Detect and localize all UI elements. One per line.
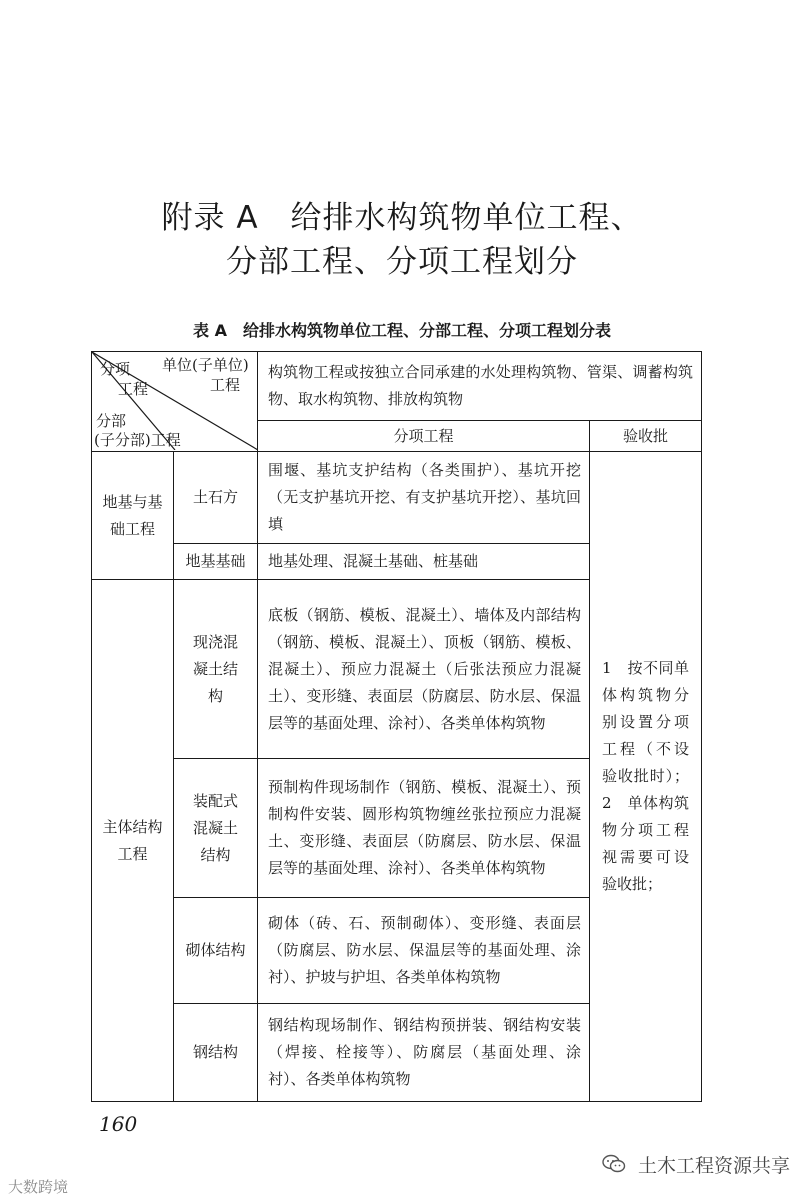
items-cell: 砌体（砖、石、预制砌体）、变形缝、表面层（防腐层、防水层、保温层等的基面处理、涂衬）、护坡与护坦、各类单体构筑物 [258, 898, 590, 1004]
group-name: 主体结构工程 [92, 580, 174, 1102]
sub-name: 装配式混凝土结构 [174, 759, 258, 898]
items-cell: 围堰、基坑支护结构（各类围护）、基坑开挖（无支护基坑开挖、有支护基坑开挖）、基坑回填 [258, 452, 590, 544]
header-fenbu-label-1: 分部 [96, 412, 127, 430]
items-cell: 底板（钢筋、模板、混凝土）、墙体及内部结构（钢筋、模板、混凝土）、顶板（钢筋、模板、混凝土）、预应力混凝土（后张法预应力混凝土）、变形缝、表面层（防腐层、防水层、保温层等的基面处理、涂衬）、各类单体构筑物 [258, 580, 590, 759]
division-table [91, 351, 702, 1102]
watermark-right-text: 土木工程资源共享 [637, 1155, 790, 1177]
sub-name: 土石方 [174, 452, 258, 544]
group-name: 地基与基础工程 [92, 452, 174, 580]
items-cell: 地基处理、混凝土基础、桩基础 [258, 544, 590, 580]
header-fenbu-label-2: (子分部)工程 [94, 431, 181, 449]
table-caption: 表 A 给排水构筑物单位工程、分部工程、分项工程划分表 [193, 321, 611, 340]
sub-name: 地基基础 [174, 544, 258, 580]
watermark-left [8, 1176, 68, 1197]
appendix-title-line2: 分部工程、分项工程划分 [226, 244, 578, 280]
diagonal-header-cell [92, 352, 258, 452]
sub-name: 钢结构 [174, 1004, 258, 1102]
watermark-right [602, 1151, 790, 1179]
items-cell: 预制构件现场制作（钢筋、模板、混凝土）、预制构件安装、圆形构筑物缠丝张拉预应力混凝土、变形缝、表面层（防腐层、防水层、保温层等的基面处理、涂衬）、各类单体构筑物 [258, 759, 590, 898]
unit-description: 构筑物工程或按独立合同承建的水处理构筑物、管渠、调蓄构筑物、取水构筑物、排放构筑物 [258, 352, 702, 421]
sub-name: 砌体结构 [174, 898, 258, 1004]
col-header-yanshou: 验收批 [590, 421, 702, 452]
col-header-fenxiang: 分项工程 [258, 421, 590, 452]
header-danwei-label-2: 工程 [210, 376, 241, 394]
header-row-1 [92, 352, 702, 421]
table-row [92, 452, 702, 544]
sub-name: 现浇混凝土结构 [174, 580, 258, 759]
header-fenxiang-label-1: 分项 [100, 360, 131, 378]
header-danwei-label-1: 单位(子单位) [162, 356, 249, 374]
header-fenxiang-label-2: 工程 [118, 380, 149, 398]
watermark-left-text: 大数跨境 [8, 1178, 69, 1196]
acceptance-note: 1 按不同单体构筑物分别设置分项工程（不设验收批时）；2 单体构筑物分项工程视需要可设验收批； [590, 452, 702, 1102]
appendix-title-line1: 附录 A 给排水构筑物单位工程、 [161, 200, 643, 236]
page-number: 160 [99, 1112, 138, 1136]
items-cell: 钢结构现场制作、钢结构预拼装、钢结构安装（焊接、栓接等）、防腐层（基面处理、涂衬）、各类单体构筑物 [258, 1004, 590, 1102]
wechat-icon [602, 1154, 626, 1179]
